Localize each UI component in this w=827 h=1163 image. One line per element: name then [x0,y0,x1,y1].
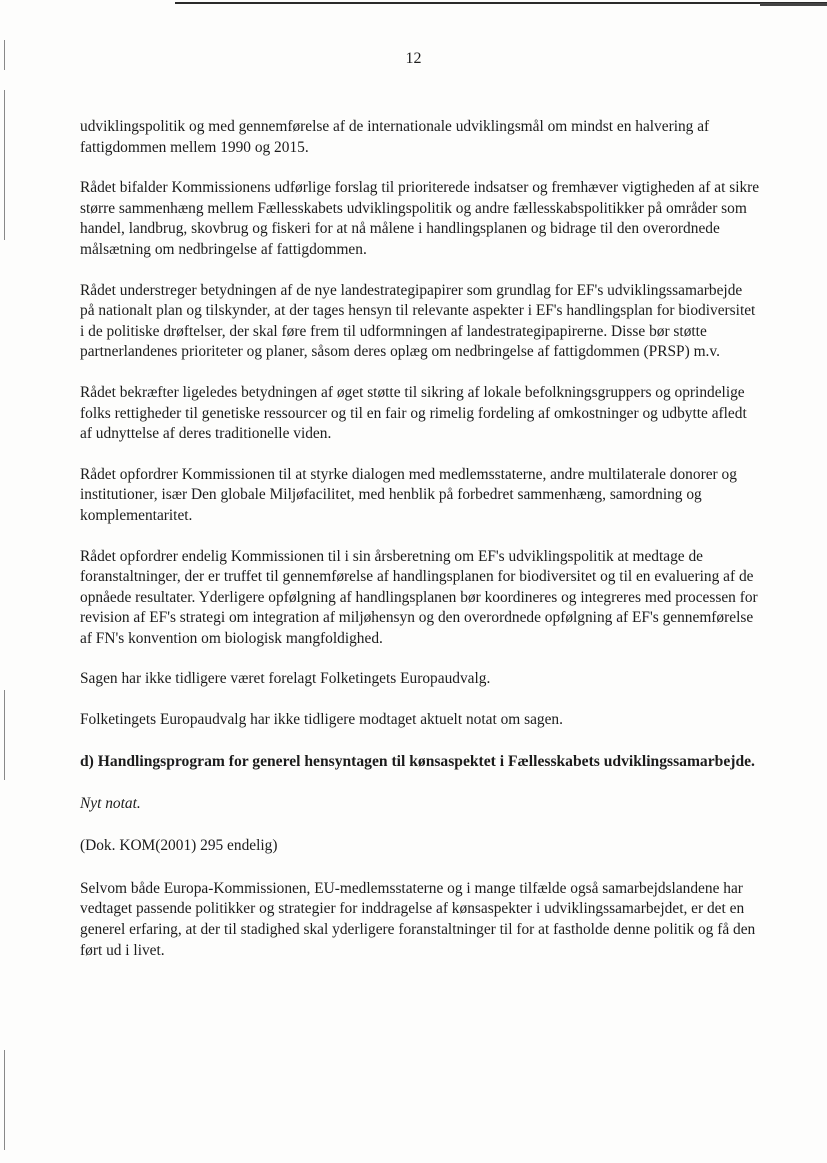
paragraph: Sagen har ikke tidligere været forelagt Folketingets Europaudvalg. [80,670,491,688]
margin-mark [4,1050,5,1150]
paragraph: Rådet opfordrer endelig Kommissionen til i sin årsberetning om EF's udviklingspolitik at medtage de foranstaltninger, der er truffet til gennemførelse af handlingsplanen for biodiversitet og til en evaluering af de opnåede resultater. Yderligere opfølgning af handlingsplanen bør koordineres og integreres med processen for revision af EF's strategi om integration af miljøhensyn og den overordnede opfølgning af EF's gennemførelse af FN's konvention om biologisk mangfoldighed. [80,547,758,647]
top-rule-end [760,3,827,6]
document-body [80,117,760,981]
margin-mark [4,690,5,780]
paragraph: Folketingets Europaudvalg har ikke tidligere modtaget aktuelt notat om sagen. [80,711,563,729]
doc-reference: (Dok. KOM(2001) 295 endelig) [80,837,278,855]
paragraph: Rådet opfordrer Kommissionen til at styrke dialogen med medlemsstaterne, andre multilaterale donorer og institutioner, især Den globale Miljøfacilitet, med henblik på forbedret sammenhæng, samordning og komplementaritet. [80,465,737,524]
paragraph: Rådet bifalder Kommissionens udførlige forslag til prioriterede indsatser og fremhæver vigtigheden af at sikre større sammenhæng mellem Fællesskabets udviklingspolitik og andre fællesskabspolitikker på områder som handel, landbrug, skovbrug og fiskeri for at nå målene i handlingsplanen og bidrage til den overordnede målsætning om nedbringelse af fattigdommen. [80,179,760,258]
margin-mark [4,90,5,240]
note-label: Nyt notat. [80,794,141,812]
section-heading: d) Handlingsprogram for generel hensyntagen til kønsaspektet i Fællesskabets udviklingssamarbejde. [80,752,755,770]
page-number: 12 [405,50,422,67]
paragraph: udviklingspolitik og med gennemførelse af de internationale udviklingsmål om mindst en halvering af fattigdommen mellem 1990 og 2015. [80,118,710,156]
top-rule [175,2,827,4]
paragraph: Rådet bekræfter ligeledes betydningen af øget støtte til sikring af lokale befolkningsgruppers og oprindelige folks rettigheder til genetiske ressourcer og til en fair og rimelig fordeling af omkostninger og udbytte afledt af udnyttelse af deres traditionelle viden. [80,383,747,443]
paragraph: Selvom både Europa-Kommissionen, EU-medlemsstaterne og i mange tilfælde også samarbejdslandene har vedtaget passende politikker og strategier for inddragelse af kønsaspekter i udviklingssamarbejdet, er det en generel erfaring, at der til stadighed skal yderligere foranstaltninger til for at fastholde denne politik og få den ført ud i livet. [80,879,756,959]
paragraph: Rådet understreger betydningen af de nye landestrategipapirer som grundlag for EF's udviklingssamarbejde på nationalt plan og tilskynder, at der tages hensyn til relevante aspekter i EF's handlingsplan for biodiversitet i de politiske drøftelser, der skal føre frem til udformningen af landestrategipapirerne. Disse bør støtte partnerlandenes prioriteter og planer, såsom deres oplæg om nedbringelse af fattigdommen (PRSP) m.v. [80,281,756,361]
